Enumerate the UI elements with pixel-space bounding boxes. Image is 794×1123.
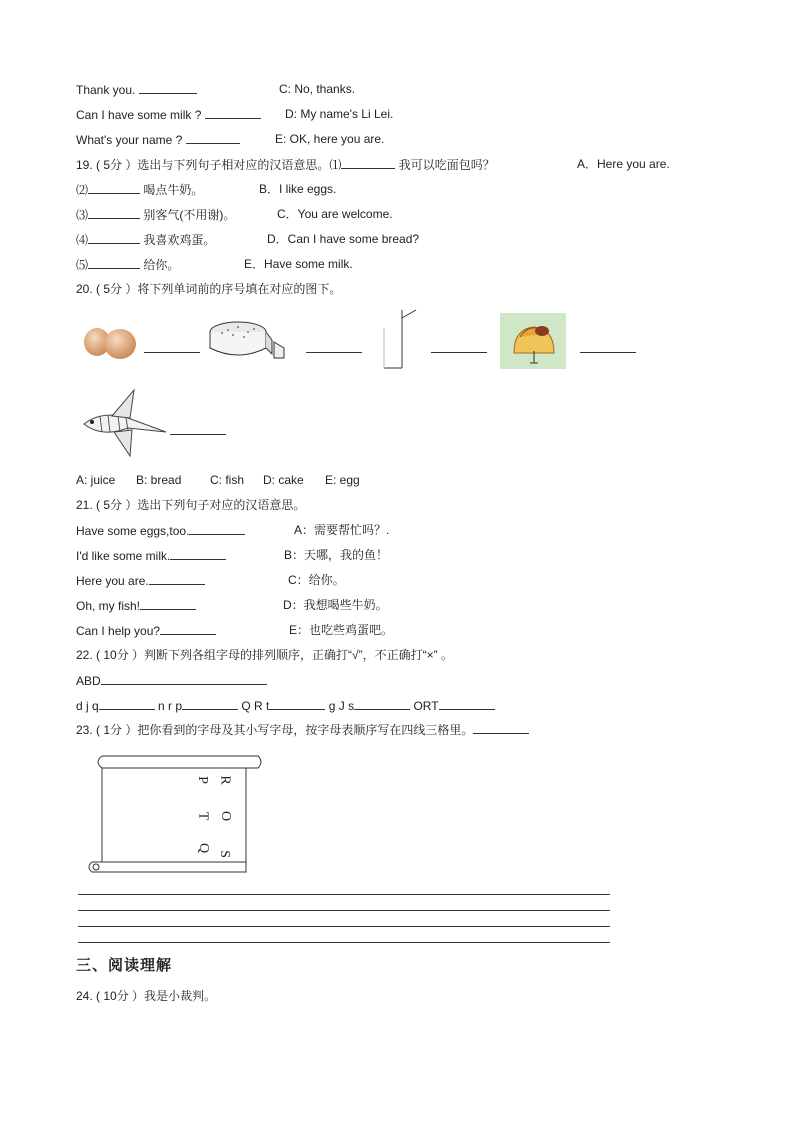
q21-row-2: I'd like some milk. (76, 547, 226, 564)
q22-items: d j q n r p Q R t g J s ORT (76, 697, 495, 714)
q20-title: 20. ( 5分 ）将下列单词前的序号填在对应的图下。 (76, 282, 342, 296)
q19-title: 19. ( 5分 ）选出与下列句子相对应的汉语意思。⑴ 我可以吃面包吗？ (76, 158, 495, 172)
q21-option-a: A：需要帮忙吗？. (294, 523, 390, 537)
q21-option-c: C：给你。 (288, 573, 345, 587)
scroll-picture (84, 750, 266, 878)
scroll-letter-r: R (217, 775, 233, 785)
q22-first-item: ABD (76, 672, 267, 689)
q19-option-a: A．Here you are. (577, 157, 670, 171)
cake-picture (208, 318, 288, 364)
answer-blank-bread[interactable] (580, 340, 636, 353)
q20-option-b: B: bread (136, 473, 182, 487)
grid-line-4 (78, 942, 610, 943)
q19-row-2: ⑵ 喝点牛奶。 (76, 183, 204, 197)
scroll-letter-t: T (195, 811, 211, 821)
answer-blank[interactable] (99, 697, 155, 710)
q22-title: 22. ( 10分 ）判断下列各组字母的排列顺序，正确打“√”，不正确打“×” 。 (76, 648, 453, 662)
answer-blank[interactable] (140, 597, 196, 610)
q20-option-a: A: juice (76, 473, 116, 487)
bread-picture (500, 313, 566, 369)
fish-picture (78, 388, 170, 460)
answer-blank[interactable] (88, 181, 140, 194)
answer-blank[interactable] (341, 156, 395, 169)
q19-option-b: B．I like eggs. (259, 182, 337, 196)
grid-line-1 (78, 894, 610, 895)
answer-blank[interactable] (139, 81, 197, 94)
q20-option-c: C: fish (210, 473, 245, 487)
section-heading: 三、阅读理解 (76, 957, 173, 974)
answer-blank-cake[interactable] (306, 340, 362, 353)
answer-blank[interactable] (439, 697, 495, 710)
answer-blank[interactable] (182, 697, 238, 710)
q19-option-c: C．You are welcome. (277, 207, 393, 221)
q21-row-3: Here you are. (76, 572, 205, 589)
q24-title: 24. ( 10分 ）我是小裁判。 (76, 989, 217, 1003)
answer-blank[interactable] (205, 106, 261, 119)
grid-line-3 (78, 926, 610, 927)
q18-option-e: E: OK, here you are. (275, 132, 385, 146)
eggs-picture (80, 322, 140, 362)
answer-blank[interactable] (160, 622, 216, 635)
answer-blank[interactable] (170, 547, 226, 560)
scroll-letter-o: O (218, 810, 234, 822)
answer-blank-fish[interactable] (170, 422, 226, 435)
answer-blank[interactable] (269, 697, 325, 710)
q20-option-d: D: cake (263, 473, 304, 487)
q19-row-5: ⑸ 给你。 (76, 258, 180, 272)
answer-blank[interactable] (88, 206, 140, 219)
answer-blank[interactable] (149, 572, 205, 585)
answer-blank-egg[interactable] (144, 340, 200, 353)
answer-blank[interactable] (88, 256, 140, 269)
q21-option-e: E：也吃些鸡蛋吧。 (289, 623, 394, 637)
q23-title: 23. ( 1分 ）把你看到的字母及其小写字母，按字母表顺序写在四线三格里。 (76, 721, 529, 738)
q19-option-e: E．Have some milk. (244, 257, 353, 271)
answer-blank[interactable] (88, 231, 140, 244)
answer-blank[interactable] (354, 697, 410, 710)
answer-blank[interactable] (101, 672, 267, 685)
q18-row-3: What's your name ? (76, 131, 240, 148)
q20-option-e: E: egg (325, 473, 360, 487)
scroll-letter-q: Q (196, 842, 212, 854)
q18-option-c: C: No, thanks. (279, 82, 356, 96)
scroll-letter-s: S (216, 850, 232, 858)
scroll-letter-p: P (194, 776, 210, 784)
answer-blank[interactable] (186, 131, 240, 144)
q18-option-d: D: My name's Li Lei. (285, 107, 394, 121)
answer-blank[interactable] (189, 522, 245, 535)
q21-option-d: D：我想喝些牛奶。 (283, 598, 388, 612)
juice-glass-picture (380, 308, 420, 372)
q21-title: 21. ( 5分 ）选出下列句子对应的汉语意思。 (76, 498, 306, 512)
q19-option-d: D．Can I have some bread? (267, 232, 420, 246)
answer-blank-juice[interactable] (431, 340, 487, 353)
q19-row-4: ⑷ 我喜欢鸡蛋。 (76, 233, 216, 247)
grid-line-2 (78, 910, 610, 911)
answer-blank[interactable] (473, 721, 529, 734)
q21-row-1: Have some eggs,too. (76, 522, 245, 539)
q18-row-2: Can I have some milk ? (76, 106, 261, 123)
q21-row-5: Can I help you? (76, 622, 216, 639)
q21-option-b: B：天哪，我的鱼！ (284, 548, 389, 562)
q21-row-4: Oh, my fish! (76, 597, 196, 614)
q18-row-1: Thank you. (76, 81, 197, 98)
q19-row-3: ⑶ 别客气(不用谢)。 (76, 208, 236, 222)
